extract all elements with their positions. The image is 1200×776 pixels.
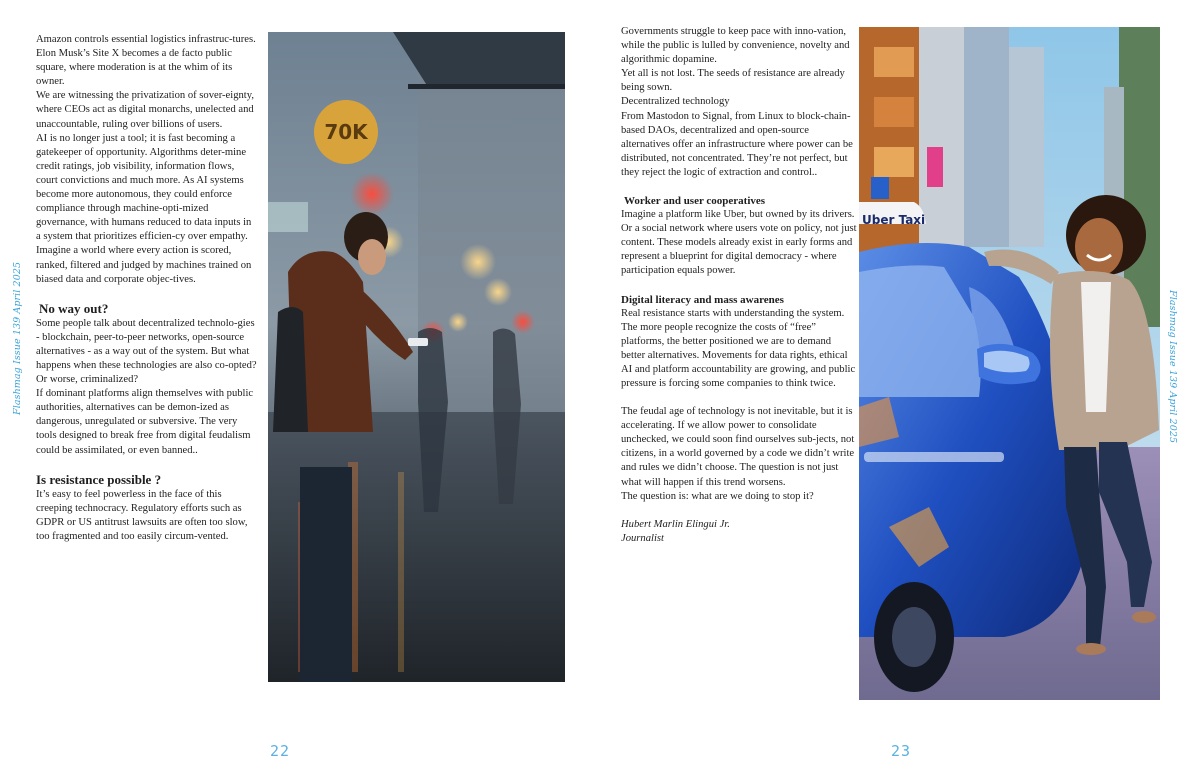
intro-paragraph-4: AI is no longer just a tool; it is fast becoming a gatekeeper of opportunity. Algorithms deter-mine credit ratings, job visibility, information flows, court convictions and much more. As AI systems become more autonomous, they could enforce compliance through machine-opti-mized governance, with humans reduced to data inputs in a system that prioritizes efficien-cy over empathy. (36, 132, 252, 243)
resistance-paragraph: It’s easy to feel powerless in the face of this creeping technocracy. Regulatory efforts such as GDPR or US antitrust lawsuits are often too slow, too fragmented and too easily circum-vented. (36, 488, 248, 542)
no-way-out-paragraph-1: Some people talk about decentralized technolo-gies - blockchain, peer-to-peer networks, open-source alternatives - as a way out of the system. But what happens when these technologies are also co-opted? Or worse, criminalized? (36, 317, 257, 386)
left-text-column (36, 33, 258, 544)
conclusion-paragraph-1: The feudal age of technology is not inevitable, but it is accelerating. If we allow power to consolidate unchecked, we could soon find ourselves sub-jects, not citizens, in a world governed by a code we didn’t write and rules we didn’t choose. The question is not just what will happen if this trend worsens. (621, 406, 855, 488)
digital-literacy-paragraph: Real resistance starts with understanding the system. The more people recognize the costs of “free” platforms, the better positioned we are to demand better alternatives. Movements for data rights, ethical AI and platform accountability are growing, and public pressure is forcing some companies to think twice. (621, 307, 856, 389)
author-name: Hubert Marlin Elingui Jr. (621, 518, 730, 530)
intro-paragraph-2: Elon Musk’s Site X becomes a de facto public square, where moderation is at the whim of its owner. (36, 48, 233, 88)
illustration-woman-with-taxi (859, 27, 1160, 700)
intro-paragraph-1: Amazon controls essential logistics infrastruc-tures. (36, 34, 256, 45)
top-paragraph-4: From Mastodon to Signal, from Linux to block-chain-based DAOs, decentralized and open-source alternatives offer an infrastructure where power can be distributed, not concentrated. They’re not perfect, but they reject the logic of extraction and control.. (621, 110, 853, 178)
section-heading-cooperatives: Worker and user cooperatives (624, 195, 766, 208)
section-heading-resistance: Is resistance possible ? (36, 471, 162, 487)
author-role: Journalist (621, 532, 664, 544)
sign-text: 70K (324, 120, 368, 144)
no-way-out-paragraph-2: If dominant platforms align themselves with public authorities, alternatives can be demon-ized as dangerous, unregulated or subversive. The very tools designed to break free from digital feudalism could be assimilated, or even banned.. (36, 388, 254, 456)
cooperatives-paragraph: Imagine a platform like Uber, but owned by its drivers. Or a social network where users vote on policy, not just content. These models already exist in early forms and represent a blueprint for digital democracy - where participation equals power. (621, 209, 857, 277)
illustration-woman-with-taxi-art (859, 27, 1160, 700)
page-number-left: 22 (270, 742, 291, 760)
photo-man-with-phone (268, 32, 565, 682)
top-paragraph-3: Decentralized technology (621, 96, 730, 108)
issue-side-label-right: Flashmag Issue 139 April 2025 (1167, 290, 1178, 444)
section-heading-digital-literacy: Digital literacy and mass awarenes (621, 293, 784, 306)
photo-man-with-phone-illustration (268, 32, 565, 682)
section-heading-no-way-out: No way out? (39, 300, 109, 316)
intro-paragraph-3: We are witnessing the privatization of sover-eignty, where CEOs act as digital monarchs, unelected and unaccountable, ruling over billions of users. (36, 90, 254, 130)
top-paragraph-2: Yet all is not lost. The seeds of resistance are already being sown. (621, 68, 845, 94)
issue-side-label-left: Flashmag Issue 139 April 2025 (12, 261, 23, 415)
top-paragraph-1: Governments struggle to keep pace with inno-vation, while the public is lulled by convenience, novelty and algorithmic dopamine. (621, 26, 850, 66)
page-number-right: 23 (891, 742, 912, 760)
intro-paragraph-5: Imagine a world where every action is scored, ranked, filtered and judged by machines trained on biased data and corporate objec-tives. (36, 245, 252, 285)
right-text-column (621, 25, 857, 546)
conclusion-paragraph-2: The question is: what are we doing to stop it? (621, 490, 814, 502)
taxi-sign-text: Uber Taxi (862, 213, 926, 227)
